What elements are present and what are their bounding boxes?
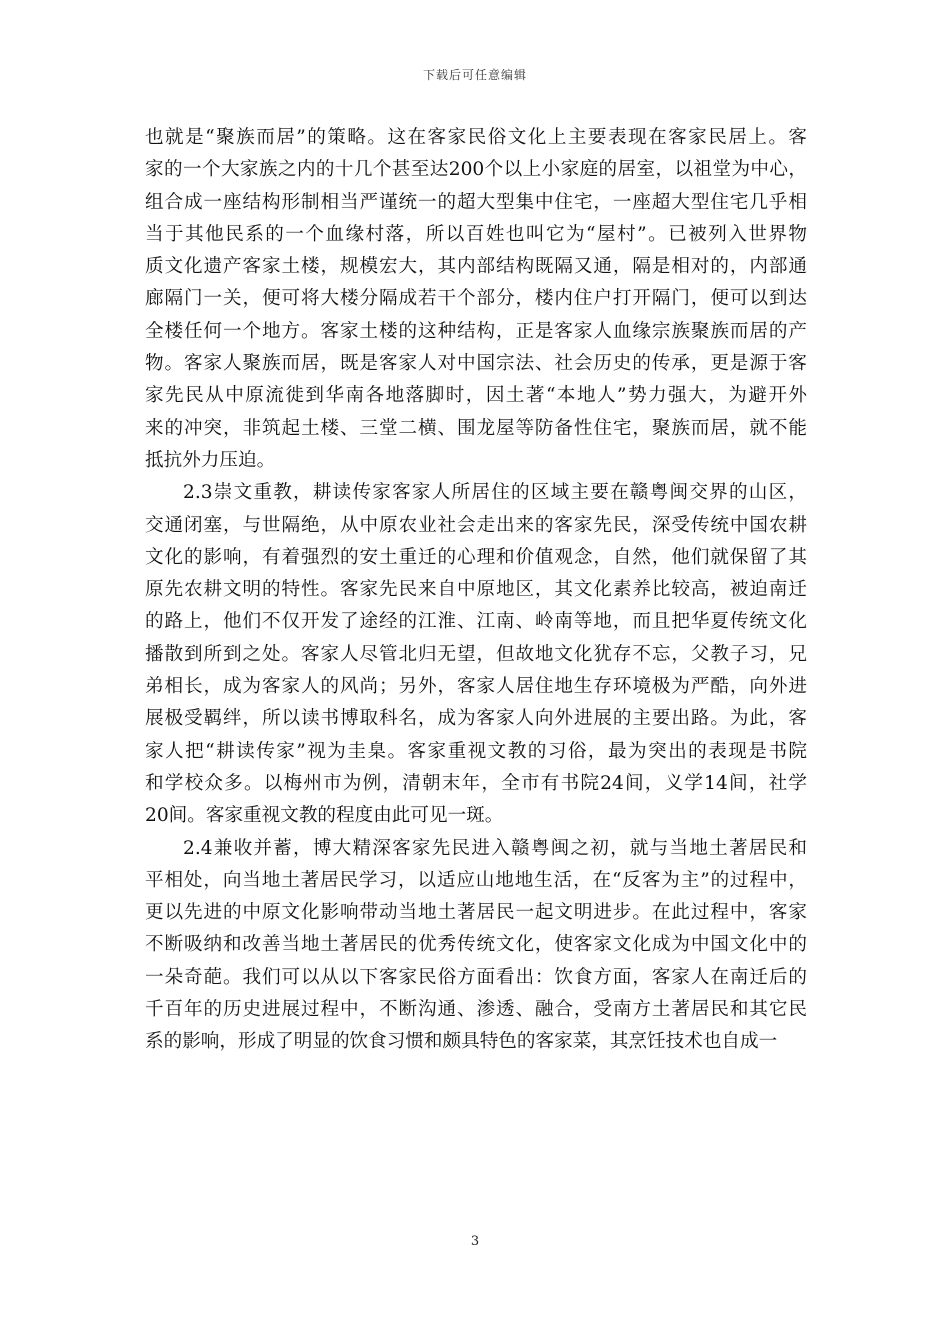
text-line: 更以先进的中原文化影响带动当地土著居民一起文明进步。在此过程中，客家 [145,902,807,924]
text-line: 也就是“聚族而居”的策略。这在客家民俗文化上主要表现在客家民居上。客 [145,127,807,148]
paragraph [145,122,807,477]
text-line: 千百年的历史进展过程中，不断沟通、渗透、融合，受南方土著居民和其它民 [145,999,807,1021]
paragraph [145,833,807,1059]
text-line: 抵抗外力压迫。 [145,449,276,471]
text-line: 当于其他民系的一个血缘村落，所以百姓也叫它为“屋村”。已被列入世界物 [145,223,807,245]
text-line: 全楼任何一个地方。客家土楼的这种结构，正是客家人血缘宗族聚族而居的产 [145,320,807,342]
text-line: 系的影响，形成了明显的饮食习惯和颇具特色的客家菜，其烹饪技术也自成一 [145,1031,778,1053]
text-line: 文化的影响，有着强烈的安土重迁的心理和价值观念，自然，他们就保留了其 [145,546,807,568]
text-line: 平相处，向当地土著居民学习，以适应山地地生活，在“反客为主”的过程中， [145,869,807,891]
text-line: 质文化遗产客家土楼，规模宏大，其内部结构既隔又通，隔是相对的，内部通 [145,256,807,278]
text-line: 家的一个大家族之内的十几个甚至达200个以上小家庭的居室，以祖堂为中心， [145,159,807,181]
paragraph [145,477,807,832]
text-line: 家先民从中原流徙到华南各地落脚时，因土著“本地人”势力强大，为避开外 [145,385,807,407]
text-line: 的路上，他们不仅开发了途经的江淮、江南、岭南等地，而且把华夏传统文化 [145,611,807,633]
page-header: 下载后可任意编辑 [422,68,527,82]
text-line: 一朵奇葩。我们可以从以下客家民俗方面看出：饮食方面，客家人在南迁后的 [145,966,807,988]
page-number: 3 [470,1234,480,1249]
text-line: 2.4兼收并蓄，博大精深客家先民进入赣粤闽之初，就与当地土著居民和 [183,837,807,859]
text-line: 弟相长，成为客家人的风尚；另外，客家人居住地生存环境极为严酷，向外进 [145,676,807,698]
text-line: 不断吸纳和改善当地土著居民的优秀传统文化，使客家文化成为中国文化中的 [145,934,807,956]
text-line: 廊隔门一关，便可将大楼分隔成若干个部分，楼内住户打开隔门，便可以到达 [145,288,807,310]
document-body [145,122,807,1059]
text-line: 2.3崇文重教，耕读传家客家人所居住的区域主要在赣粤闽交界的山区， [183,482,807,504]
text-line: 和学校众多。以梅州市为例，清朝末年，全市有书院24间，义学14间，社学 [145,772,807,794]
text-line: 原先农耕文明的特性。客家先民来自中原地区，其文化素养比较高，被迫南迁 [145,579,807,601]
text-line: 20间。客家重视文教的程度由此可见一斑。 [145,805,504,827]
text-line: 物。客家人聚族而居，既是客家人对中国宗法、社会历史的传承，更是源于客 [145,353,807,375]
text-line: 组合成一座结构形制相当严谨统一的超大型集中住宅，一座超大型住宅几乎相 [145,191,807,213]
text-line: 播散到所到之处。客家人尽管北归无望，但故地文化犹存不忘，父教子习，兄 [145,643,807,665]
text-line: 展极受羁绊，所以读书博取科名，成为客家人向外进展的主要出路。为此，客 [145,708,807,730]
text-line: 家人把“耕读传家”视为圭臬。客家重视文教的习俗，最为突出的表现是书院 [145,740,807,762]
text-line: 来的冲突，非筑起土楼、三堂二横、围龙屋等防备性住宅，聚族而居，就不能 [145,417,807,439]
text-line: 交通闭塞，与世隔绝，从中原农业社会走出来的客家先民，深受传统中国农耕 [145,514,807,536]
